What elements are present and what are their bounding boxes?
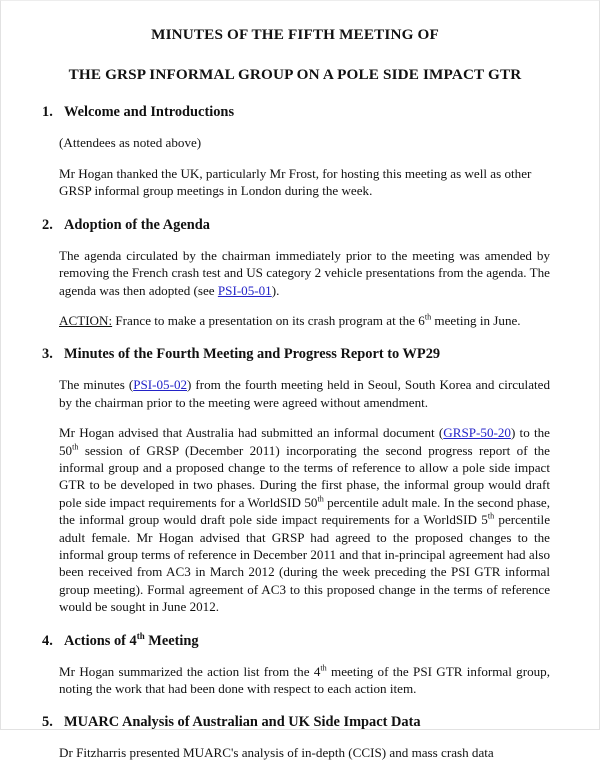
action-text-after-sup: meeting in June.: [431, 312, 521, 328]
section-3-paragraph-australia: [40, 424, 550, 615]
spacer: [40, 152, 550, 165]
section-3-title: Minutes of the Fourth Meeting and Progress Report to WP29: [64, 346, 441, 363]
section-2: [40, 216, 550, 330]
spacer: [40, 329, 550, 345]
document-title-line-1: MINUTES OF THE FIFTH MEETING OF: [151, 26, 439, 43]
summary-text-after-sup: meeting of the PSI GTR informal group, noting the work that had been done with respect to each action item.: [59, 663, 551, 696]
section-1: [40, 103, 550, 199]
spacer: [40, 84, 550, 103]
australia-segment-3: session of GRSP (December 2011) incorporating the second progress report of the informal group and a proposed change to the terms of reference to allow a pole side impact GTR to be developed in two phases. During the first phase, the informal group would draft pole side impact requirements for a WorldSID 50: [59, 442, 550, 510]
section-4-heading: [40, 632, 550, 650]
agenda-text-after-link: ).: [271, 282, 280, 298]
link-psi-05-01[interactable]: PSI-05-01: [217, 282, 272, 298]
section-5-heading: [40, 713, 550, 731]
section-2-paragraph-action: [40, 312, 550, 329]
australia-ordinal-suffix-2: th: [317, 494, 324, 504]
section-5: [40, 713, 550, 761]
agenda-text-before-link: The agenda circulated by the chairman immediately prior to the meeting was amended by removing the French crash test and US category 2 vehicle presentations from the agenda. The agenda was then adopted (see: [59, 247, 550, 298]
spacer: [40, 363, 550, 376]
section-4-title-after-sup: Meeting: [144, 632, 199, 649]
section-5-title: MUARC Analysis of Australian and UK Side Impact Data: [64, 714, 421, 731]
link-grsp-50-20[interactable]: GRSP-50-20: [443, 425, 511, 441]
action-text-before-sup: France to make a presentation on its crash program at the 6: [112, 312, 425, 328]
section-5-number: 5.: [42, 714, 53, 731]
spacer: [40, 731, 550, 744]
australia-segment-5: percentile adult female. Mr Hogan advised that GRSP had agreed to the proposed changes to the informal group terms of reference in December 2011 and that in-principal agreement had also been received from AC3 in March 2012 (during the week preceding the PSI GTR informal group meeting). Formal agreement of AC3 to this proposed change in the terms of reference would be sought in June 2012.: [59, 512, 551, 615]
australia-ordinal-suffix-3: th: [487, 511, 495, 521]
section-4-ordinal-suffix: th: [136, 630, 145, 641]
section-3: [40, 345, 550, 615]
spacer: [40, 234, 550, 247]
spacer: [40, 299, 550, 312]
spacer: [40, 697, 550, 713]
spacer: [40, 121, 550, 134]
document-title-line-2: THE GRSP INFORMAL GROUP ON A POLE SIDE IMPACT GTR: [68, 66, 522, 84]
section-2-title: Adoption of the Agenda: [64, 216, 210, 233]
spacer: [40, 200, 550, 216]
section-1-title: Welcome and Introductions: [64, 104, 235, 121]
link-psi-05-02[interactable]: PSI-05-02: [133, 377, 188, 393]
minutes-text-after-link: ) from the fourth meeting held in Seoul, South Korea and circulated by the chairman prior to the meeting were agreed without amendment.: [59, 377, 550, 410]
spacer: [40, 411, 550, 424]
section-4-title-before-sup: Actions of 4: [64, 632, 137, 649]
action-label: ACTION:: [59, 312, 113, 328]
section-3-paragraph-minutes: [40, 376, 550, 411]
section-2-number: 2.: [42, 216, 53, 233]
minutes-text-before-link: The minutes (: [59, 377, 134, 393]
section-1-paragraph-hogan: Mr Hogan thanked the UK, particularly Mr Frost, for hosting this meeting as well as other GRSP informal group meetings in London during the week.: [59, 165, 532, 199]
section-4: [40, 632, 550, 698]
australia-segment-4: percentile adult male. In the second phase, the informal group would draft pole side impact requirements for a WorldSID 5: [59, 494, 550, 528]
section-4-number: 4.: [42, 632, 53, 649]
section-1-heading: [40, 103, 550, 121]
section-1-paragraph-attendees: (Attendees as noted above): [59, 135, 202, 151]
spacer: [40, 650, 550, 663]
australia-ordinal-suffix-1: th: [72, 442, 79, 452]
action-ordinal-suffix: th: [424, 312, 432, 322]
section-1-number: 1.: [42, 104, 53, 121]
section-4-title: [64, 632, 199, 650]
section-4-paragraph-summary: [40, 663, 550, 698]
australia-segment-1: Mr Hogan advised that Australia had submitted an informal document (: [59, 425, 444, 441]
section-3-heading: [40, 345, 550, 363]
section-2-paragraph-agenda: [40, 247, 550, 299]
section-5-paragraph-fitzharris: Dr Fitzharris presented MUARC's analysis of in-depth (CCIS) and mass crash data: [59, 745, 494, 761]
page-content: [1, 1, 599, 762]
summary-text-before-sup: Mr Hogan summarized the action list from the 4: [59, 663, 321, 679]
section-3-number: 3.: [42, 346, 53, 363]
summary-ordinal-suffix: th: [320, 663, 327, 673]
australia-segment-2: ) to the 50: [59, 425, 550, 458]
spacer: [40, 616, 550, 632]
section-2-heading: [40, 216, 550, 234]
